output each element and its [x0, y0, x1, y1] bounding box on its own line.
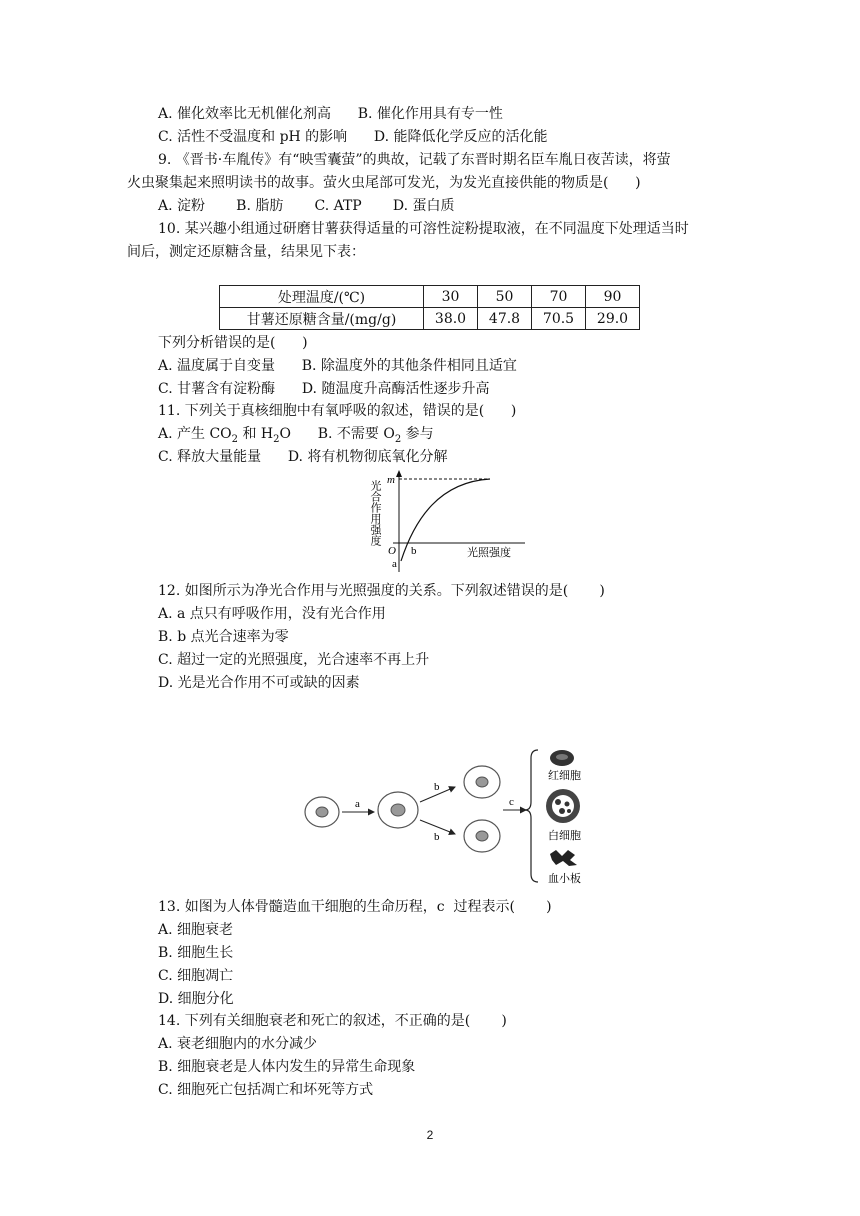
a-point-label: a: [392, 558, 397, 570]
photosynthesis-graph: [355, 468, 535, 574]
table-cell: 30: [424, 286, 478, 308]
q9-stem-line-1: 9. 《晋书·车胤传》有“映雪囊萤”的典故，记载了东晋时期名臣车胤日夜苦读，将萤: [158, 152, 671, 168]
white-blood-cell-label: 白细胞: [548, 830, 581, 842]
temperature-sugar-table: [219, 285, 640, 330]
q13-option-c: C. 细胞凋亡: [158, 968, 234, 984]
q10-options-line-2: C. 甘薯含有淀粉酶 D. 随温度升高酶活性逐步升高: [158, 381, 490, 397]
brace: [525, 750, 538, 882]
q14-option-a: A. 衰老细胞内的水分减少: [158, 1036, 318, 1052]
q11-options-line-1: A. 产生 $CO_2$ 和 $H_2O$ B. 不需要 $O_2$ 参与: [158, 426, 434, 445]
arrow-c-label: c: [509, 796, 514, 808]
table-row-label: 甘薯还原糖含量/(mg/g): [220, 308, 424, 330]
x-axis-label: 光照强度: [467, 547, 511, 559]
arrow-b-lower-label: b: [434, 831, 440, 843]
q14-stem: 14. 下列有关细胞衰老和死亡的叙述，不正确的是( ): [158, 1013, 507, 1029]
q13-option-b: B. 细胞生长: [158, 945, 234, 961]
table-cell: 70.5: [532, 308, 586, 330]
platelet-icon: [550, 850, 577, 866]
q11-stem: 11. 下列关于真核细胞中有氧呼吸的叙述，错误的是( ): [158, 403, 517, 419]
table-cell: 70: [532, 286, 586, 308]
m-label: m: [387, 474, 395, 486]
nucleus: [391, 804, 405, 816]
q12-option-b: B. b 点光合速率为零: [158, 629, 289, 645]
q10-question: 下列分析错误的是( ): [158, 335, 308, 351]
q10-options-line-1: A. 温度属于自变量 B. 除温度外的其他条件相同且适宜: [158, 358, 517, 374]
platelet-label: 血小板: [548, 873, 581, 885]
table-row-label: 处理温度/(℃): [220, 286, 424, 308]
y-axis-label: 光合作用强度: [369, 480, 381, 546]
red-blood-cell-label: 红细胞: [548, 770, 581, 782]
table-cell: 50: [478, 286, 532, 308]
cell-differentiation-diagram: [300, 744, 600, 888]
q10-stem-line-2: 间后，测定还原糖含量，结果见下表：: [127, 244, 365, 260]
nucleus: [476, 831, 488, 841]
q12-option-c: C. 超过一定的光照强度，光合速率不再上升: [158, 652, 430, 668]
red-blood-cell-center: [556, 754, 568, 760]
origin-label: O: [388, 545, 396, 557]
white-blood-cell-granule: [555, 799, 561, 805]
q8-option-line-2: C. 活性不受温度和 pH 的影响 D. 能降低化学反应的活化能: [158, 129, 548, 145]
y-axis-arrow: [396, 470, 402, 477]
q12-option-a: A. a 点只有呼吸作用，没有光合作用: [158, 606, 386, 622]
q12-stem: 12. 如图所示为净光合作用与光照强度的关系。下列叙述错误的是( ): [158, 583, 605, 599]
q14-option-b: B. 细胞衰老是人体内发生的异常生命现象: [158, 1059, 416, 1075]
q9-stem-line-2: 火虫聚集起来照明读书的故事。萤火虫尾部可发光，为发光直接供能的物质是( ): [127, 175, 641, 191]
q10-stem-line-1: 10. 某兴趣小组通过研磨甘薯获得适量的可溶性淀粉提取液，在不同温度下处理适当时: [158, 221, 689, 237]
arrow-b-upper-label: b: [434, 781, 440, 793]
b-point-label: b: [411, 545, 417, 557]
nucleus: [316, 807, 328, 817]
q13-option-d: D. 细胞分化: [158, 991, 234, 1007]
q12-option-d: D. 光是光合作用不可或缺的因素: [158, 675, 360, 691]
table-cell: 29.0: [586, 308, 640, 330]
q14-option-c: C. 细胞死亡包括凋亡和坏死等方式: [158, 1082, 374, 1098]
table-row: [220, 286, 640, 308]
nucleus: [476, 777, 488, 787]
q13-stem: 13. 如图为人体骨髓造血干细胞的生命历程，c 过程表示( ): [158, 899, 552, 915]
table-row: [220, 308, 640, 330]
white-blood-cell-granule: [567, 809, 571, 813]
table-cell: 90: [586, 286, 640, 308]
q9-options: A. 淀粉 B. 脂肪 C. ATP D. 蛋白质: [158, 198, 455, 214]
arrow-a-label: a: [355, 798, 360, 810]
q8-option-line-1: A. 催化效率比无机催化剂高 B. 催化作用具有专一性: [158, 106, 503, 122]
page-number: 2: [426, 1128, 434, 1142]
white-blood-cell-granule: [559, 808, 565, 814]
table-cell: 38.0: [424, 308, 478, 330]
q13-option-a: A. 细胞衰老: [158, 922, 234, 938]
q11-options-line-2: C. 释放大量能量 D. 将有机物彻底氧化分解: [158, 449, 448, 465]
white-blood-cell-granule: [565, 802, 570, 807]
table-cell: 47.8: [478, 308, 532, 330]
